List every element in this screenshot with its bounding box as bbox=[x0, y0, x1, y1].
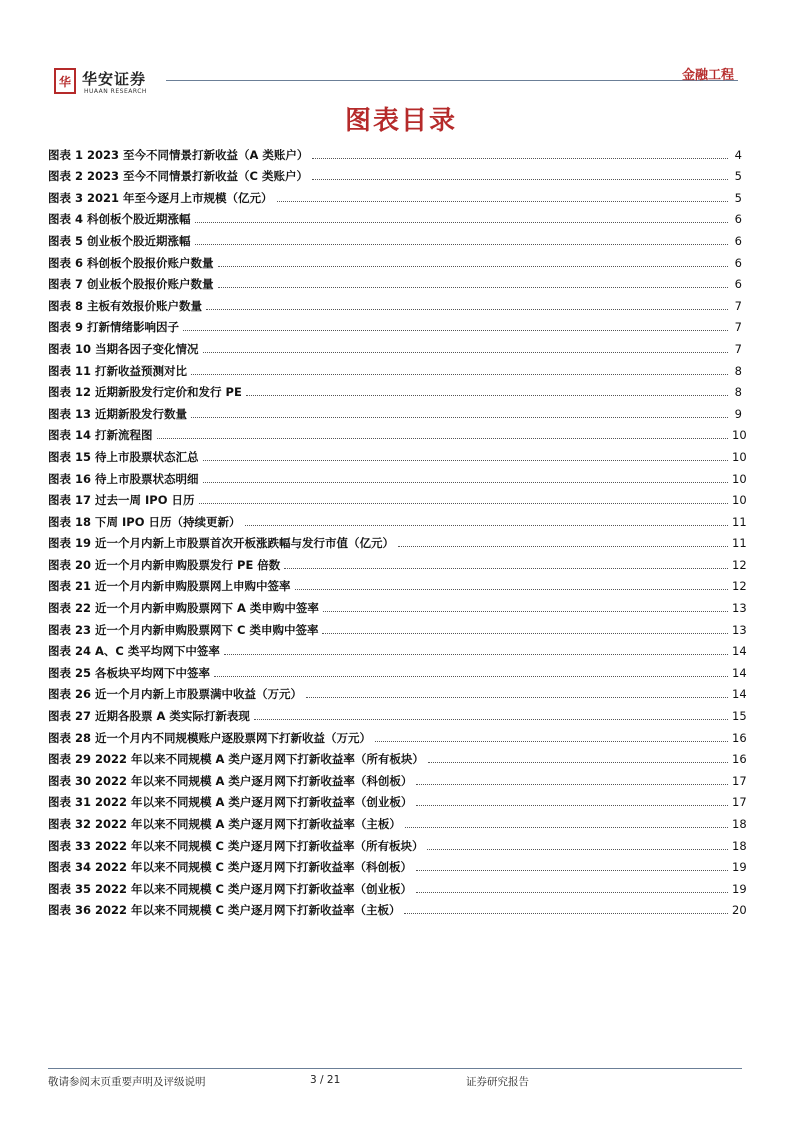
toc-entry-label[interactable]: 图表 1 2023 至今不同情景打新收益（A 类账户） bbox=[48, 147, 309, 162]
toc-entry[interactable] bbox=[48, 226, 742, 248]
toc-entry[interactable] bbox=[48, 183, 742, 205]
toc-entry-page[interactable]: 17 bbox=[732, 773, 747, 788]
toc-entry-page[interactable]: 8 bbox=[734, 385, 742, 400]
toc-entry-page[interactable]: 5 bbox=[734, 190, 742, 205]
toc-entry-label[interactable]: 图表 6 科创板个股报价账户数量 bbox=[48, 255, 214, 270]
toc-entry[interactable] bbox=[48, 874, 747, 896]
toc-entry-page[interactable]: 15 bbox=[732, 709, 747, 724]
toc-entry-page[interactable]: 5 bbox=[734, 169, 742, 184]
toc-entry-page[interactable]: 4 bbox=[734, 147, 742, 162]
toc-dot-leader bbox=[195, 243, 728, 245]
toc-dot-leader bbox=[323, 610, 728, 612]
toc-entry-page[interactable]: 10 bbox=[732, 428, 747, 443]
toc-dot-leader bbox=[427, 848, 728, 850]
toc-entry-page[interactable]: 10 bbox=[732, 471, 747, 486]
toc-dot-leader bbox=[224, 653, 728, 655]
toc-dot-leader bbox=[218, 265, 728, 267]
toc-entry[interactable] bbox=[48, 248, 742, 270]
toc-entry-label[interactable]: 图表 8 主板有效报价账户数量 bbox=[48, 298, 203, 313]
toc-entry-page[interactable]: 17 bbox=[732, 795, 747, 810]
toc-dot-leader bbox=[206, 308, 728, 310]
toc-entry[interactable] bbox=[48, 637, 747, 659]
toc-entry-label[interactable]: 图表 25 各板块平均网下中签率 bbox=[48, 665, 211, 680]
toc-entry-label[interactable]: 图表 16 待上市股票状态明细 bbox=[48, 471, 199, 486]
toc-entry-label[interactable]: 图表 23 近一个月内新申购股票网下 C 类申购中签率 bbox=[48, 622, 319, 637]
toc-entry-label[interactable]: 图表 15 待上市股票状态汇总 bbox=[48, 449, 199, 464]
toc-dot-leader bbox=[405, 826, 728, 828]
toc-entry-page[interactable]: 9 bbox=[734, 406, 742, 421]
toc-entry[interactable] bbox=[48, 615, 747, 637]
toc-entry-label[interactable]: 图表 32 2022 年以来不同规模 A 类户逐月网下打新收益率（主板） bbox=[48, 817, 401, 831]
footer-divider bbox=[48, 1068, 742, 1069]
toc-entry-label[interactable]: 图表 13 近期新股发行数量 bbox=[48, 406, 188, 421]
toc-entry-label[interactable]: 图表 31 2022 年以来不同规模 A 类户逐月网下打新收益率（创业板） bbox=[48, 795, 413, 810]
huaan-logo-icon: 华 bbox=[54, 68, 76, 94]
toc-entry-page[interactable]: 19 bbox=[732, 860, 747, 875]
toc-dot-leader bbox=[203, 351, 728, 353]
toc-dot-leader bbox=[295, 588, 728, 590]
toc-dot-leader bbox=[183, 329, 728, 331]
toc-entry-page[interactable]: 10 bbox=[732, 493, 747, 508]
toc-entry[interactable] bbox=[48, 680, 747, 702]
toc-entry-label[interactable]: 图表 28 近一个月内不同规模账户逐股票网下打新收益（万元） bbox=[48, 730, 372, 745]
toc-entry-page[interactable]: 7 bbox=[734, 298, 742, 313]
toc-entry-page[interactable]: 11 bbox=[732, 536, 747, 551]
toc-entry-label[interactable]: 图表 20 近一个月内新申购股票发行 PE 倍数 bbox=[48, 557, 281, 572]
toc-entry[interactable] bbox=[48, 766, 747, 788]
report-type: 证券研究报告 bbox=[466, 1076, 529, 1088]
toc-entry[interactable] bbox=[48, 745, 747, 767]
toc-entry[interactable] bbox=[48, 334, 742, 356]
toc-entry-page[interactable]: 14 bbox=[732, 687, 747, 702]
toc-entry-label[interactable]: 图表 18 下周 IPO 日历（持续更新） bbox=[48, 514, 241, 529]
toc-entry-page[interactable]: 6 bbox=[734, 255, 742, 270]
toc-entry-page[interactable]: 13 bbox=[732, 601, 747, 616]
toc-entry-label[interactable]: 图表 11 打新收益预测对比 bbox=[48, 363, 188, 378]
toc-entry-label[interactable]: 图表 4 科创板个股近期涨幅 bbox=[48, 212, 191, 227]
toc-entry-label[interactable]: 图表 5 创业板个股近期涨幅 bbox=[48, 233, 191, 248]
toc-entry-page[interactable]: 12 bbox=[732, 557, 747, 572]
toc-entry-label[interactable]: 图表 3 2021 年至今逐月上市规模（亿元） bbox=[48, 190, 273, 205]
toc-dot-leader bbox=[398, 545, 728, 547]
toc-entry-label[interactable]: 图表 36 2022 年以来不同规模 C 类户逐月网下打新收益率（主板） bbox=[48, 903, 401, 918]
toc-entry[interactable] bbox=[48, 291, 742, 313]
toc-dot-leader bbox=[428, 761, 728, 763]
toc-entry-page[interactable]: 7 bbox=[734, 320, 742, 335]
toc-entry[interactable] bbox=[48, 378, 742, 400]
page-number: 3 / 21 bbox=[310, 1074, 341, 1086]
toc-entry[interactable] bbox=[48, 788, 747, 810]
toc-dot-leader bbox=[246, 394, 728, 396]
page-footer bbox=[48, 1074, 742, 1092]
toc-entry-page[interactable]: 14 bbox=[732, 644, 747, 659]
toc-entry-label[interactable]: 图表 21 近一个月内新申购股票网上申购中签率 bbox=[48, 579, 291, 594]
toc-entry-label[interactable]: 图表 27 近期各股票 A 类实际打新表现 bbox=[48, 709, 250, 724]
toc-dot-leader bbox=[416, 891, 728, 893]
toc-entry[interactable] bbox=[48, 831, 747, 853]
toc-entry-page[interactable]: 11 bbox=[732, 514, 747, 529]
toc-entry-label[interactable]: 图表 29 2022 年以来不同规模 A 类户逐月网下打新收益率（所有板块） bbox=[48, 752, 424, 767]
toc-entry[interactable] bbox=[48, 507, 747, 529]
toc-entry-page[interactable]: 18 bbox=[732, 838, 747, 853]
logo-chinese-name: 华安证券 bbox=[82, 70, 147, 88]
toc-entry[interactable] bbox=[48, 486, 747, 508]
toc-entry[interactable] bbox=[48, 356, 742, 378]
toc-entry-label[interactable]: 图表 14 打新流程图 bbox=[48, 428, 153, 443]
toc-entry-label[interactable]: 图表 19 近一个月内新上市股票首次开板涨跌幅与发行市值（亿元） bbox=[48, 536, 395, 551]
footer-disclaimer: 敬请参阅末页重要声明及评级说明 bbox=[48, 1076, 206, 1088]
toc-dot-leader bbox=[254, 718, 728, 720]
toc-entry-label[interactable]: 图表 17 过去一周 IPO 日历 bbox=[48, 493, 195, 508]
page-title: 图表目录 bbox=[344, 106, 457, 136]
toc-dot-leader bbox=[218, 286, 728, 288]
page-header bbox=[48, 66, 738, 102]
toc-entry-page[interactable]: 19 bbox=[732, 881, 747, 896]
toc-dot-leader bbox=[312, 178, 728, 180]
toc-entry-page[interactable]: 20 bbox=[732, 903, 747, 918]
figure-table-of-contents bbox=[48, 140, 747, 918]
toc-dot-leader bbox=[203, 459, 728, 461]
toc-entry[interactable] bbox=[48, 658, 747, 680]
toc-entry-page[interactable]: 16 bbox=[732, 730, 747, 745]
toc-dot-leader bbox=[404, 912, 728, 914]
toc-dot-leader bbox=[199, 502, 728, 504]
toc-entry-page[interactable]: 18 bbox=[732, 817, 747, 831]
toc-entry[interactable] bbox=[48, 529, 747, 551]
toc-dot-leader bbox=[157, 437, 728, 439]
toc-entry-label[interactable]: 图表 12 近期新股发行定价和发行 PE bbox=[48, 385, 242, 400]
toc-entry-page[interactable]: 10 bbox=[732, 449, 747, 464]
toc-dot-leader bbox=[375, 740, 728, 742]
toc-dot-leader bbox=[214, 675, 728, 677]
toc-dot-leader bbox=[191, 416, 728, 418]
toc-entry[interactable] bbox=[48, 162, 742, 184]
toc-entry[interactable] bbox=[48, 140, 742, 162]
toc-entry[interactable] bbox=[48, 723, 747, 745]
toc-dot-leader bbox=[416, 783, 728, 785]
toc-entry[interactable] bbox=[48, 572, 747, 594]
toc-entry[interactable] bbox=[48, 593, 747, 616]
toc-dot-leader bbox=[416, 804, 728, 806]
toc-entry[interactable] bbox=[48, 809, 747, 831]
toc-dot-leader bbox=[306, 696, 728, 698]
toc-entry-page[interactable]: 8 bbox=[734, 363, 742, 378]
toc-entry[interactable] bbox=[48, 853, 747, 875]
toc-entry-label[interactable]: 图表 22 近一个月内新申购股票网下 A 类申购中签率 bbox=[48, 601, 319, 616]
toc-dot-leader bbox=[203, 481, 728, 483]
toc-dot-leader bbox=[312, 157, 728, 159]
toc-entry-page[interactable]: 6 bbox=[734, 233, 742, 248]
toc-dot-leader bbox=[191, 373, 728, 375]
toc-entry[interactable] bbox=[48, 399, 742, 421]
toc-entry[interactable] bbox=[48, 270, 742, 292]
toc-entry[interactable] bbox=[48, 205, 742, 227]
toc-entry-page[interactable]: 14 bbox=[732, 665, 747, 680]
toc-entry[interactable] bbox=[48, 442, 747, 464]
toc-entry[interactable] bbox=[48, 313, 742, 335]
toc-entry-label[interactable]: 图表 30 2022 年以来不同规模 A 类户逐月网下打新收益率（科创板） bbox=[48, 773, 413, 788]
toc-entry-label[interactable]: 图表 24 A、C 类平均网下中签率 bbox=[48, 644, 220, 659]
toc-entry-page[interactable]: 16 bbox=[732, 752, 747, 767]
header-divider bbox=[166, 80, 738, 81]
toc-entry-page[interactable]: 6 bbox=[734, 277, 742, 292]
toc-dot-leader bbox=[284, 567, 728, 569]
toc-entry-label[interactable]: 图表 7 创业板个股报价账户数量 bbox=[48, 277, 214, 292]
toc-dot-leader bbox=[322, 632, 728, 634]
toc-entry[interactable] bbox=[48, 701, 747, 724]
toc-entry-label[interactable]: 图表 33 2022 年以来不同规模 C 类户逐月网下打新收益率（所有板块） bbox=[48, 838, 424, 853]
toc-entry-page[interactable]: 7 bbox=[734, 341, 742, 356]
toc-entry-page[interactable]: 12 bbox=[732, 579, 747, 594]
toc-dot-leader bbox=[416, 869, 728, 871]
toc-entry-page[interactable]: 6 bbox=[734, 212, 742, 227]
toc-entry[interactable] bbox=[48, 896, 747, 918]
toc-entry-page[interactable]: 13 bbox=[732, 622, 747, 637]
toc-entry[interactable] bbox=[48, 550, 747, 572]
toc-entry-label[interactable]: 图表 2 2023 至今不同情景打新收益（C 类账户） bbox=[48, 169, 308, 184]
toc-entry-label[interactable]: 图表 35 2022 年以来不同规模 C 类户逐月网下打新收益率（创业板） bbox=[48, 881, 412, 896]
toc-entry-label[interactable]: 图表 34 2022 年以来不同规模 C 类户逐月网下打新收益率（科创板） bbox=[48, 860, 412, 875]
logo-english-name: HUAAN RESEARCH bbox=[84, 88, 147, 95]
toc-entry[interactable] bbox=[48, 421, 747, 443]
toc-dot-leader bbox=[245, 524, 729, 526]
toc-entry-label[interactable]: 图表 9 打新情绪影响因子 bbox=[48, 320, 180, 335]
toc-entry-label[interactable]: 图表 10 当期各因子变化情况 bbox=[48, 341, 199, 356]
toc-entry-label[interactable]: 图表 26 近一个月内新上市股票满中收益（万元） bbox=[48, 687, 303, 702]
toc-entry[interactable] bbox=[48, 464, 747, 486]
toc-dot-leader bbox=[277, 200, 728, 202]
toc-dot-leader bbox=[195, 221, 728, 223]
header-section-label: 金融工程 bbox=[681, 68, 734, 83]
